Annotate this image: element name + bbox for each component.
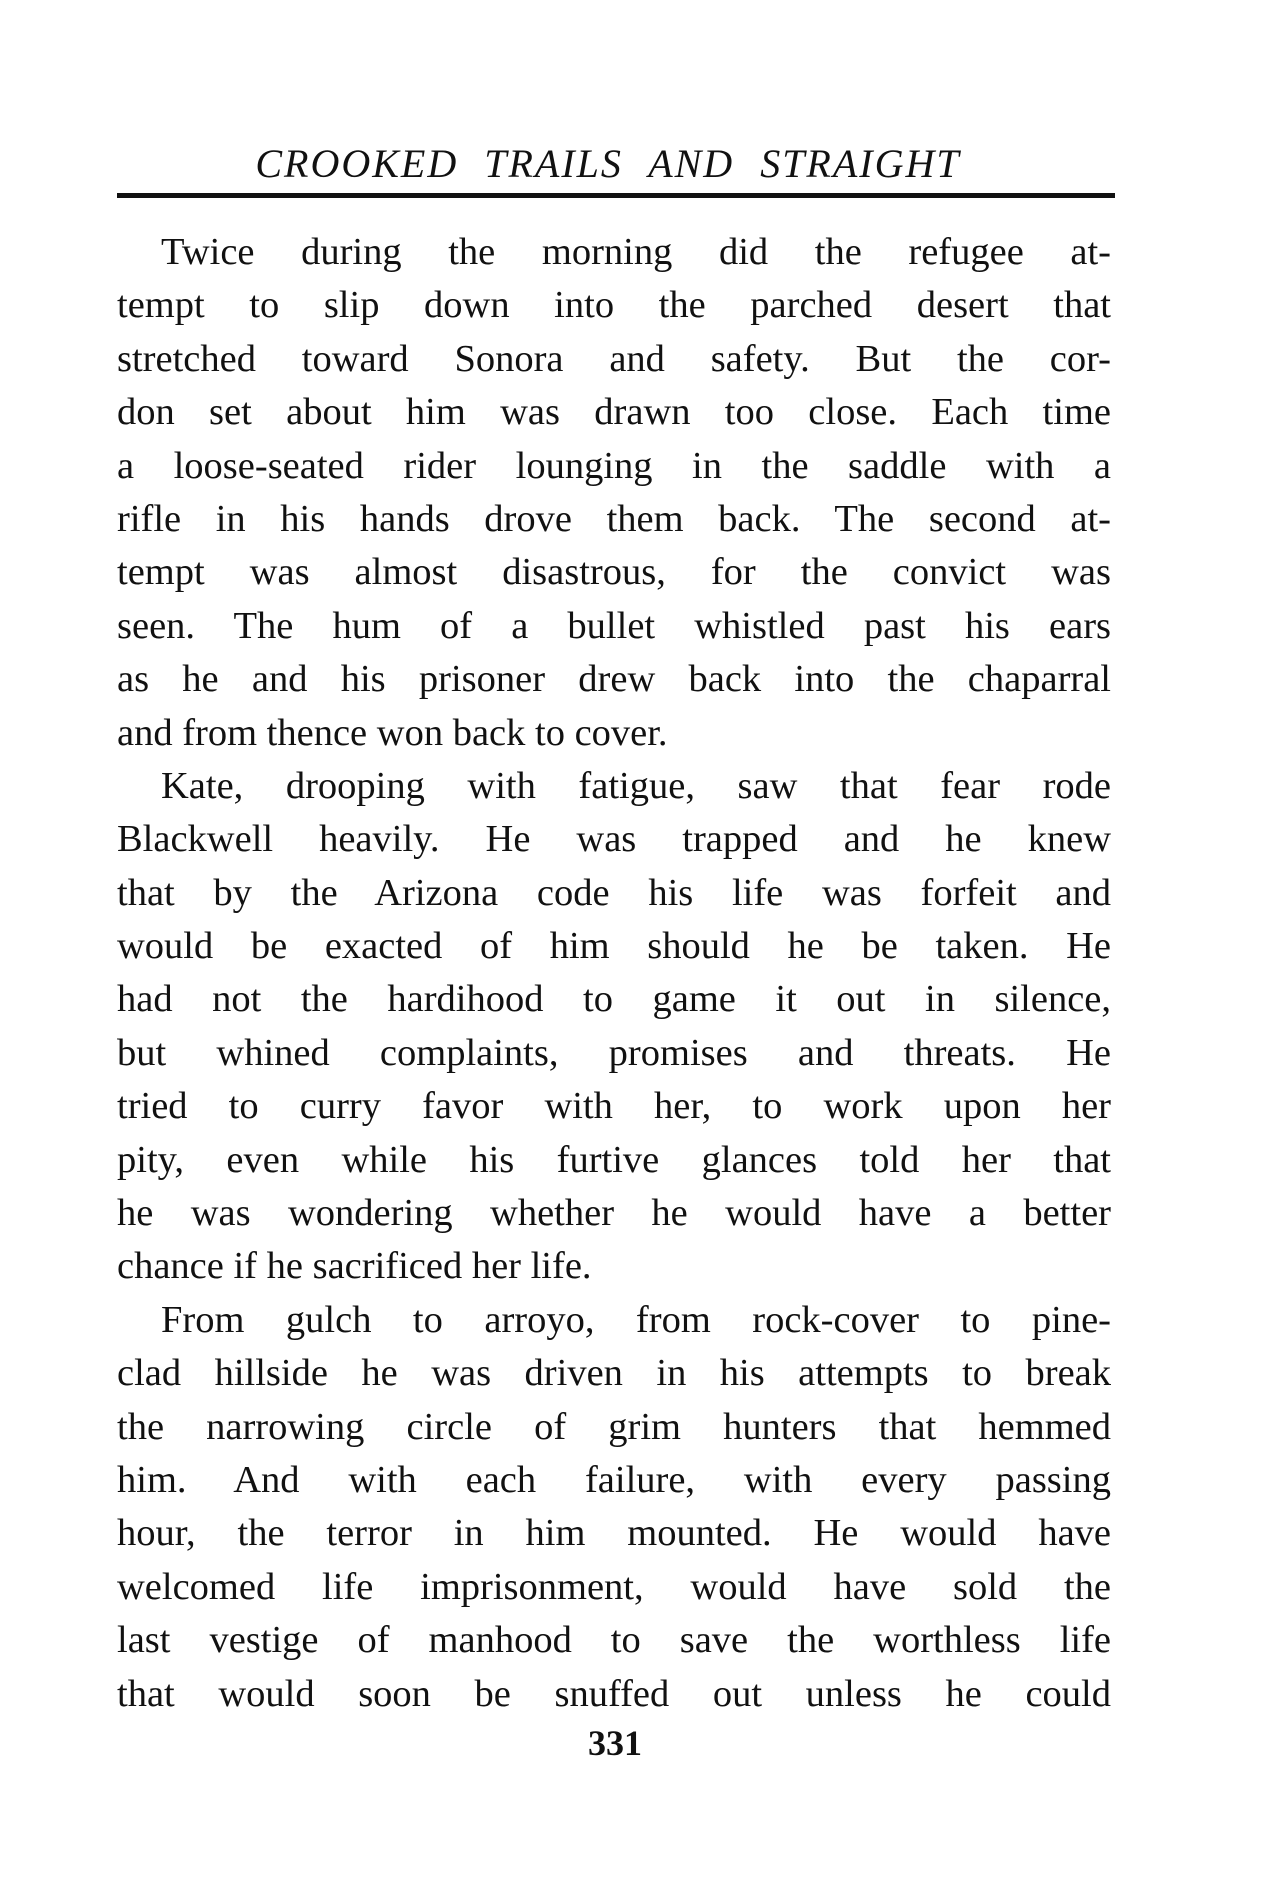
text-line: Blackwell heavily. He was trapped and he knew — [117, 818, 1111, 861]
text-line: pity, even while his furtive glances told her that — [117, 1138, 1111, 1181]
text-line: he was wondering whether he would have a better — [117, 1192, 1111, 1235]
text-line: that by the Arizona code his life was forfeit and — [117, 871, 1111, 914]
text-line: welcomed life imprisonment, would have sold the — [117, 1565, 1111, 1608]
text-line: last vestige of manhood to save the worthless life — [117, 1619, 1111, 1662]
text-line: him. And with each failure, with every passing — [117, 1458, 1111, 1501]
text-line: a loose-seated rider lounging in the saddle with a — [117, 444, 1111, 487]
text-line: rifle in his hands drove them back. The second at- — [117, 497, 1111, 540]
text-line: as he and his prisoner drew back into the chaparral — [117, 658, 1111, 701]
text-line: tried to curry favor with her, to work upon her — [117, 1085, 1111, 1128]
text-line: don set about him was drawn too close. Each time — [117, 391, 1111, 434]
body-text — [117, 226, 1111, 1721]
text-line: stretched toward Sonora and safety. But the cor- — [117, 337, 1111, 380]
text-line: would be exacted of him should he be taken. He — [117, 925, 1111, 968]
text-line: tempt was almost disastrous, for the convict was — [117, 551, 1111, 594]
text-line: tempt to slip down into the parched desert that — [117, 284, 1111, 327]
text-line: but whined complaints, promises and threats. He — [117, 1031, 1111, 1074]
text-line: and from thence won back to cover. — [117, 711, 668, 754]
text-line: that would soon be snuffed out unless he could — [117, 1672, 1111, 1715]
header-rule — [117, 193, 1115, 198]
text-line: seen. The hum of a bullet whistled past his ears — [117, 604, 1111, 647]
text-line: had not the hardihood to game it out in silence, — [117, 978, 1111, 1021]
text-line: From gulch to arroyo, from rock-cover to pine- — [161, 1298, 1111, 1341]
text-line: chance if he sacrificed her life. — [117, 1245, 592, 1288]
text-line: clad hillside he was driven in his attempts to break — [117, 1352, 1111, 1395]
text-line: Twice during the morning did the refugee at- — [161, 231, 1111, 273]
running-head: CROOKED TRAILS AND STRAIGHT — [255, 141, 961, 186]
text-line: hour, the terror in him mounted. He would have — [117, 1512, 1111, 1555]
page-number: 331 — [588, 1723, 642, 1763]
text-line: Kate, drooping with fatigue, saw that fear rode — [161, 764, 1111, 807]
text-line: the narrowing circle of grim hunters that hemmed — [117, 1405, 1111, 1448]
